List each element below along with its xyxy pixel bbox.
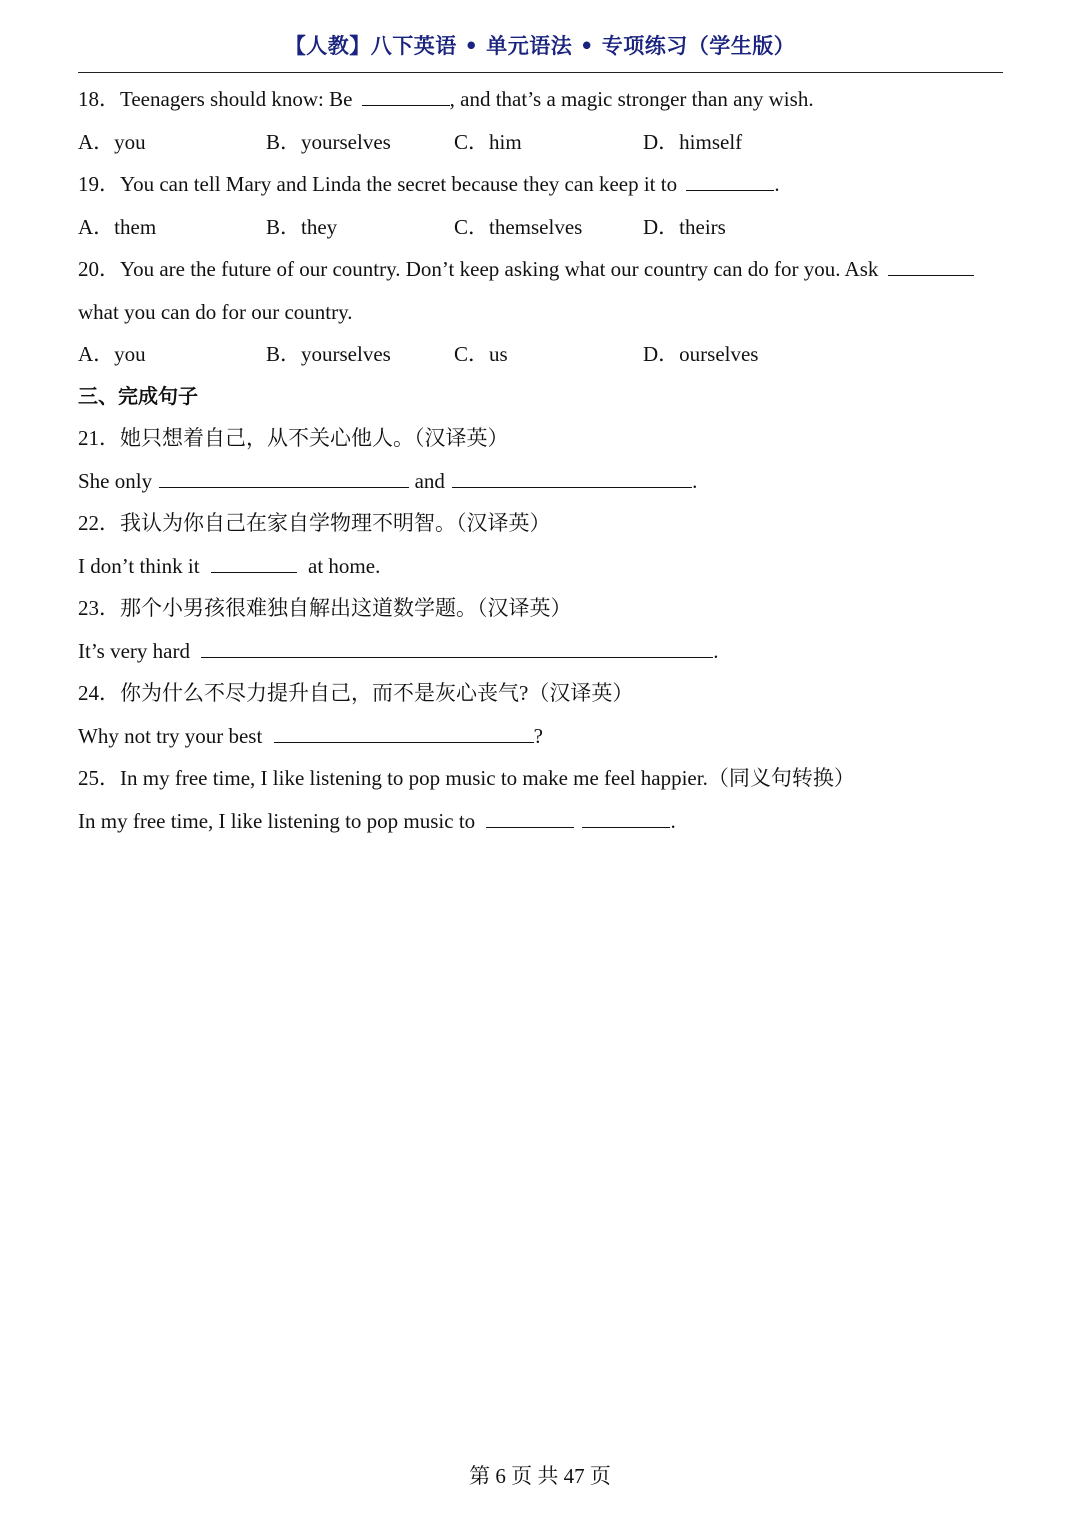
- option-d[interactable]: D．theirs: [643, 215, 726, 239]
- question-25-answer: [78, 807, 676, 835]
- option-c[interactable]: C．themselves: [454, 215, 583, 239]
- option-c[interactable]: C．us: [454, 342, 508, 366]
- answer-blank[interactable]: [486, 807, 574, 828]
- section-title: 三、完成句子: [78, 384, 198, 408]
- answer-middle-text: and: [414, 469, 445, 493]
- answer-start-text: In my free time, I like listening to pop music to: [78, 809, 476, 833]
- answer-blank[interactable]: [274, 722, 534, 743]
- question-18-text-before: 18．Teenagers should know: Be: [78, 87, 353, 111]
- question-25-prompt: 25．In my free time, I like listening to pop music to make me feel happier.（同义句转换）: [78, 766, 855, 790]
- question-20-line-2: what you can do for our country.: [78, 300, 353, 324]
- answer-blank[interactable]: [159, 467, 409, 488]
- answer-start-text: Why not try your best: [78, 724, 263, 748]
- answer-blank[interactable]: [888, 255, 974, 276]
- question-20-text: 20．You are the future of our country. Don’t keep asking what our country can do for you. Ask: [78, 257, 879, 281]
- option-c[interactable]: C．him: [454, 130, 522, 154]
- header-title: 【人教】八下英语 • 单元语法 • 专项练习（学生版）: [284, 34, 796, 58]
- option-b[interactable]: B．yourselves: [266, 342, 391, 366]
- option-a[interactable]: A．you: [78, 130, 146, 154]
- question-24-answer: [78, 722, 543, 750]
- answer-start-text: I don’t think it: [78, 554, 200, 578]
- option-b[interactable]: B．yourselves: [266, 130, 391, 154]
- answer-end-text: .: [692, 469, 698, 493]
- question-22-answer: [78, 552, 380, 580]
- question-19-text-after: .: [774, 172, 780, 196]
- question-23-prompt: 23．那个小男孩很难独自解出这道数学题。（汉译英）: [78, 596, 572, 620]
- answer-blank[interactable]: [686, 170, 774, 191]
- answer-start-text: She only: [78, 469, 153, 493]
- answer-end-text: .: [713, 639, 719, 663]
- option-a[interactable]: A．them: [78, 215, 157, 239]
- question-21-prompt: 21．她只想着自己，从不关心他人。（汉译英）: [78, 426, 509, 450]
- page-number: 第 6 页 共 47 页: [469, 1464, 611, 1488]
- answer-blank[interactable]: [211, 552, 297, 573]
- answer-end-text: .: [670, 809, 676, 833]
- option-d[interactable]: D．ourselves: [643, 342, 759, 366]
- option-b[interactable]: B．they: [266, 215, 338, 239]
- question-20-line-1: [78, 255, 974, 283]
- answer-blank[interactable]: [201, 637, 713, 658]
- answer-end-text: at home.: [308, 554, 381, 578]
- option-a[interactable]: A．you: [78, 342, 146, 366]
- header-divider: [78, 72, 1003, 73]
- question-24-prompt: 24．你为什么不尽力提升自己，而不是灰心丧气?（汉译英）: [78, 681, 634, 705]
- answer-blank[interactable]: [582, 807, 670, 828]
- question-19-text-before: 19．You can tell Mary and Linda the secret because they can keep it to: [78, 172, 678, 196]
- answer-end-text: ?: [533, 724, 543, 748]
- question-23-answer: [78, 637, 718, 665]
- question-18-text-after: , and that’s a magic stronger than any wish.: [449, 87, 814, 111]
- answer-blank[interactable]: [452, 467, 692, 488]
- answer-blank[interactable]: [362, 85, 450, 106]
- question-19: [78, 170, 780, 198]
- question-22-prompt: 22．我认为你自己在家自学物理不明智。（汉译英）: [78, 511, 551, 535]
- question-21-answer: [78, 467, 697, 495]
- answer-start-text: It’s very hard: [78, 639, 190, 663]
- option-d[interactable]: D．himself: [643, 130, 743, 154]
- question-18: [78, 85, 814, 113]
